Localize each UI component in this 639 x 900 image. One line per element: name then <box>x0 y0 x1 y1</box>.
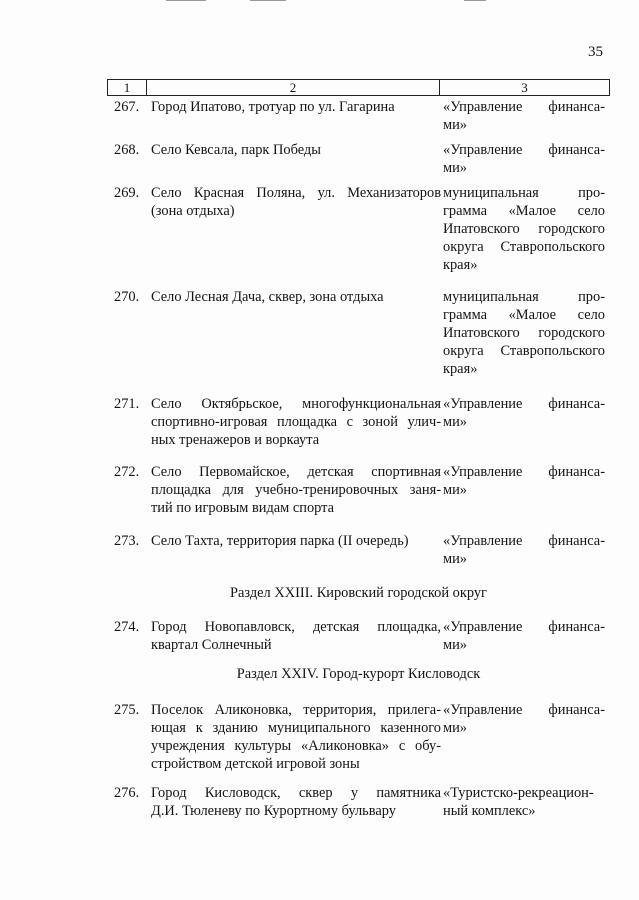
row-location <box>151 141 441 159</box>
location-line: ющая к зданию муниципального казенного <box>151 720 441 736</box>
row-location <box>151 288 441 306</box>
row-number: 269. <box>114 185 140 201</box>
row-number: 272. <box>114 464 140 480</box>
row-location <box>151 532 441 550</box>
row-funding-source <box>443 395 605 431</box>
row-funding-source <box>443 701 605 737</box>
source-line: «Туристско-рекреацион- <box>443 785 594 801</box>
row-funding-source <box>443 618 605 654</box>
row-location <box>151 463 441 517</box>
table-header-row <box>107 79 610 96</box>
row-location <box>151 784 441 820</box>
column-header: 1 <box>123 80 131 95</box>
source-line: ми» <box>443 160 468 176</box>
source-line: «Управление финанса- <box>443 99 605 115</box>
location-line: Город Кисловодск, сквер у памятника <box>151 785 441 801</box>
source-line: ми» <box>443 414 468 430</box>
source-line: округа Ставропольского <box>443 343 605 359</box>
row-funding-source <box>443 532 605 568</box>
row-funding-source <box>443 463 605 499</box>
source-line: ми» <box>443 117 468 133</box>
page-number: 35 <box>588 44 603 60</box>
source-line: ми» <box>443 637 468 653</box>
source-line: муниципальная про- <box>443 185 605 201</box>
location-line: ных тренажеров и воркаута <box>151 432 320 448</box>
source-line: ный комплекс» <box>443 803 536 819</box>
row-funding-source <box>443 141 605 177</box>
location-line: Село Первомайское, детская спортивная <box>151 464 441 480</box>
row-number: 273. <box>114 533 140 549</box>
row-number: 268. <box>114 142 140 158</box>
source-line: «Управление финанса- <box>443 619 605 635</box>
source-line: «Управление финанса- <box>443 464 605 480</box>
source-line: ми» <box>443 720 468 736</box>
location-line: Село Лесная Дача, сквер, зона отдыха <box>151 289 384 305</box>
column-header: 2 <box>289 80 297 95</box>
location-line: Город Новопавловск, детская площадка, <box>151 619 441 635</box>
location-line: Д.И. Тюленеву по Курортному бульвару <box>151 803 396 819</box>
row-funding-source <box>443 288 605 378</box>
row-number: 271. <box>114 396 140 412</box>
location-line: учреждения культуры «Аликоновка» с обу- <box>151 738 441 754</box>
location-line: квартал Солнечный <box>151 637 272 653</box>
row-location <box>151 701 441 773</box>
source-line: Ипатовского городского <box>443 325 605 341</box>
source-line: «Управление финанса- <box>443 142 605 158</box>
location-line: спортивно-игровая площадка с зоной улич- <box>151 414 441 430</box>
scan-mark <box>464 0 486 1</box>
row-funding-source <box>443 184 605 274</box>
row-location <box>151 395 441 449</box>
row-funding-source <box>443 784 605 820</box>
row-number: 274. <box>114 619 140 635</box>
row-funding-source <box>443 98 605 134</box>
row-location <box>151 184 441 220</box>
source-line: «Управление финанса- <box>443 533 605 549</box>
source-line: округа Ставропольского <box>443 239 605 255</box>
source-line: грамма «Малое село <box>443 203 605 219</box>
scan-mark <box>166 0 206 1</box>
location-line: Село Кевсала, парк Победы <box>151 142 321 158</box>
source-line: муниципальная про- <box>443 289 605 305</box>
row-location <box>151 98 441 116</box>
location-line: Село Октябрьское, многофункциональная <box>151 396 441 412</box>
location-line: стройством детской игровой зоны <box>151 756 360 772</box>
row-number: 270. <box>114 289 140 305</box>
source-line: ми» <box>443 482 468 498</box>
row-number: 267. <box>114 99 140 115</box>
source-line: края» <box>443 257 478 273</box>
row-number: 276. <box>114 785 140 801</box>
location-line: Село Тахта, территория парка (II очередь) <box>151 533 409 549</box>
source-line: «Управление финанса- <box>443 702 605 718</box>
source-line: «Управление финанса- <box>443 396 605 412</box>
scan-mark <box>250 0 286 1</box>
source-line: края» <box>443 361 478 377</box>
location-line: тий по игровым видам спорта <box>151 500 334 516</box>
location-line: Село Красная Поляна, ул. Механизаторов <box>151 185 441 201</box>
column-header: 3 <box>521 80 528 95</box>
location-line: Поселок Аликоновка, территория, прилега- <box>151 702 441 718</box>
row-location <box>151 618 441 654</box>
section-heading: Раздел XXIV. Город-курорт Кисловодск <box>236 666 481 682</box>
location-line: Город Ипатово, тротуар по ул. Гагарина <box>151 99 395 115</box>
location-line: (зона отдыха) <box>151 203 235 219</box>
source-line: грамма «Малое село <box>443 307 605 323</box>
source-line: ми» <box>443 551 468 567</box>
location-line: площадка для учебно-тренировочных заня- <box>151 482 441 498</box>
source-line: Ипатовского городского <box>443 221 605 237</box>
section-heading: Раздел XXIII. Кировский городской округ <box>230 585 487 601</box>
row-number: 275. <box>114 702 140 718</box>
